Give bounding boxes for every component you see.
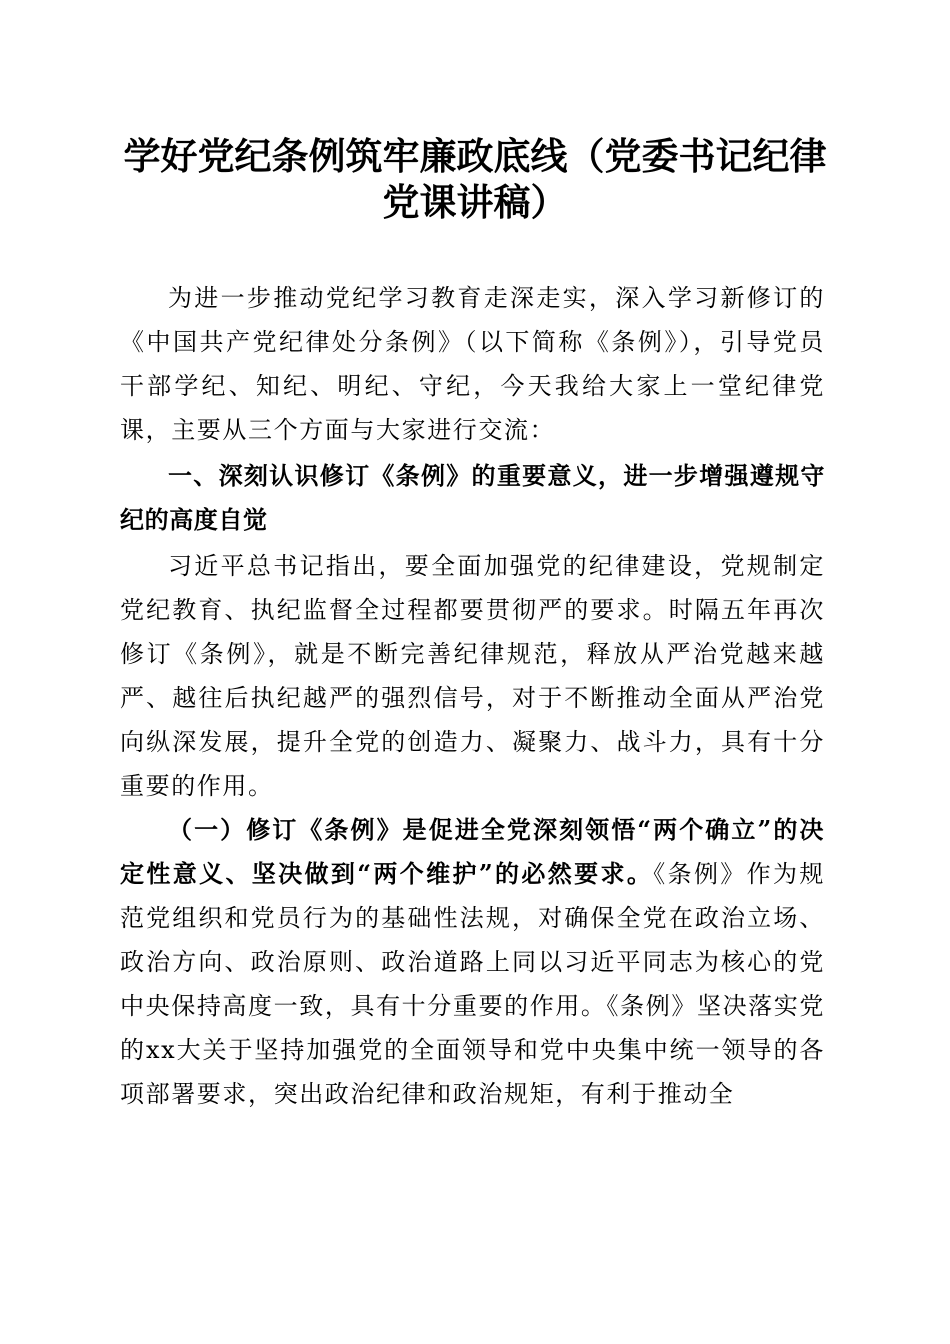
subsection-1-body: 《条例》作为规范党组织和党员行为的基础性法规，对确保全党在政治立场、政治方向、政治原则、政治道路上同以习近平同志为核心的党中央保持高度一致，具有十分重要的作用。《条例》坚决落实党的xx大关于坚持加强党的全面领导和党中央集中统一领导的各项部署要求，突出政治纪律和政治规矩，有利于推动全	[120, 860, 825, 1108]
document-title: 学好党纪条例筑牢廉政底线（党委书记纪律党课讲稿）	[123, 134, 827, 224]
section-1-paragraph: 习近平总书记指出，要全面加强党的纪律建设，党规制定党纪教育、执纪监督全过程都要贯彻严的要求。时隔五年再次修订《条例》，就是不断完善纪律规范，释放从严治党越来越严、越往后执纪越严的强烈信号，对于不断推动全面从严治党向纵深发展，提升全党的创造力、凝聚力、战斗力，具有十分重要的作用。	[120, 552, 825, 800]
document-body	[120, 276, 825, 1116]
subsection-1-paragraph	[120, 808, 825, 1116]
section-heading-1: 一、深刻认识修订《条例》的重要意义，进一步增强遵规守纪的高度自觉	[120, 462, 825, 534]
intro-paragraph: 为进一步推动党纪学习教育走深走实，深入学习新修订的《中国共产党纪律处分条例》（以下简称《条例》），引导党员干部学纪、知纪、明纪、守纪，今天我给大家上一堂纪律党课，主要从三个方面与大家进行交流：	[120, 284, 825, 444]
subsection-1-lead: （一）修订《条例》是促进全党深刻领悟“两个确立”的决定性意义、坚决做到“两个维护”的必然要求。	[120, 815, 825, 888]
